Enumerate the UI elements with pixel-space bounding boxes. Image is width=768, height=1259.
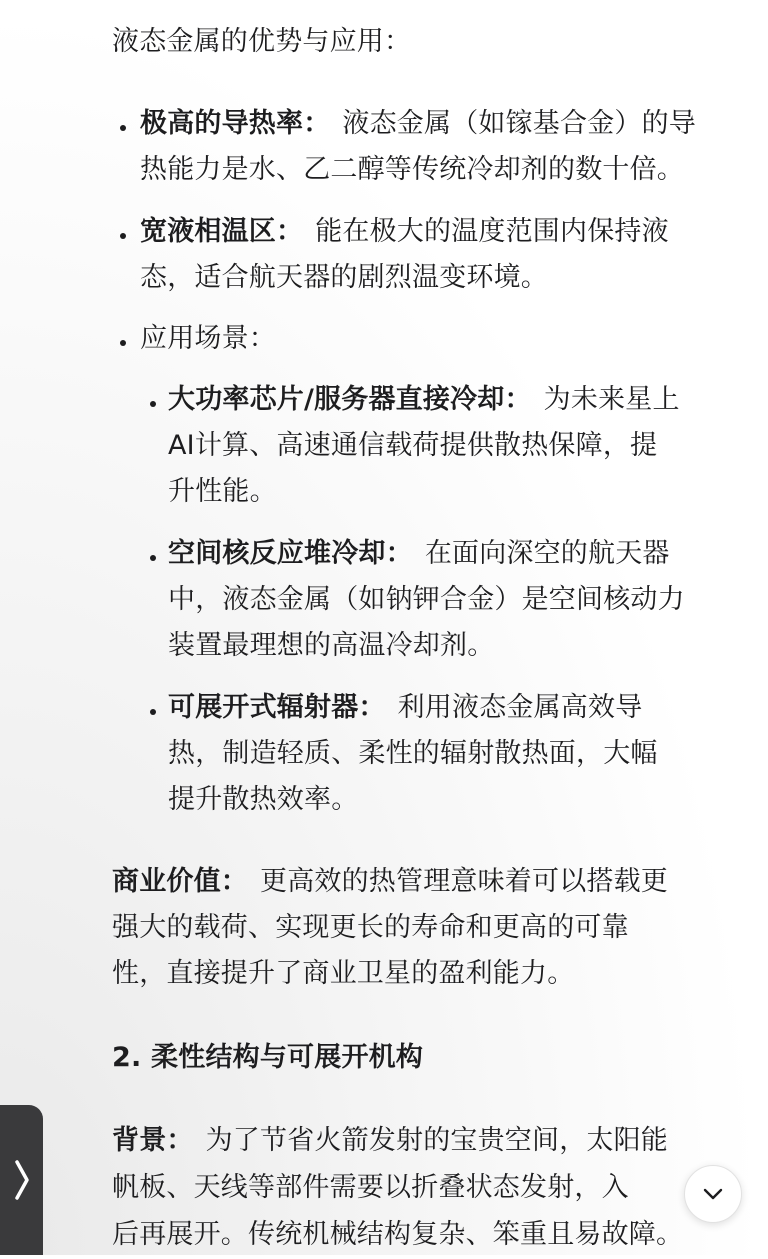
bullet-conductivity-text: 液态金属（如镓基合金）的导 bbox=[342, 108, 697, 139]
sub-bullet-dot bbox=[150, 401, 156, 407]
sub-bullet-reactor bbox=[168, 530, 670, 578]
bullet-scenarios-label bbox=[140, 315, 276, 363]
scroll-to-bottom-button[interactable] bbox=[684, 1165, 742, 1223]
bullet-conductivity-text-cont: 热能力是水、乙二醇等传统冷却剂的数十倍。 bbox=[140, 154, 684, 185]
background-text-2: 帆板、天线等部件需要以折叠状态发射，入 bbox=[112, 1172, 629, 1203]
background-text: 为了节省火箭发射的宝贵空间，太阳能 bbox=[205, 1125, 669, 1156]
bullet-dot bbox=[120, 233, 126, 239]
sub-bullet-chip-text-2: AI计算、高速通信载荷提供散热保障，提 bbox=[168, 430, 658, 461]
bullet-conductivity bbox=[140, 100, 696, 148]
chevron-right-icon bbox=[12, 1158, 32, 1202]
section-2-heading: 2. 柔性结构与可展开机构 bbox=[112, 1042, 424, 1073]
bullet-dot bbox=[120, 125, 126, 131]
business-value-text-2: 强大的载荷、实现更长的寿命和更高的可靠 bbox=[112, 912, 629, 943]
background-paragraph bbox=[112, 1117, 668, 1165]
sub-bullet-chip bbox=[168, 376, 680, 424]
sub-bullet-chip-text-3: 升性能。 bbox=[168, 476, 277, 507]
bullet-conductivity-label: 极高的导热率： bbox=[140, 108, 331, 139]
sub-bullet-radiator bbox=[168, 684, 642, 732]
sub-bullet-radiator-label: 可展开式辐射器： bbox=[168, 692, 386, 723]
sub-bullet-reactor-text-3: 装置最理想的高温冷却剂。 bbox=[168, 630, 495, 661]
business-value-text: 更高效的热管理意味着可以搭载更 bbox=[260, 866, 668, 897]
chevron-down-icon bbox=[702, 1187, 724, 1201]
business-value-label: 商业价值： bbox=[112, 866, 248, 897]
sub-bullet-reactor-text-2: 中，液态金属（如钠钾合金）是空间核动力 bbox=[168, 584, 685, 615]
bullet-temp-range-text-cont: 态，适合航天器的剧烈温变环境。 bbox=[140, 262, 548, 293]
business-value-text-3: 性，直接提升了商业卫星的盈利能力。 bbox=[112, 958, 575, 989]
sub-bullet-chip-label: 大功率芯片/服务器直接冷却： bbox=[168, 384, 532, 415]
sub-bullet-dot bbox=[150, 709, 156, 715]
sub-bullet-chip-text: 为未来星上 bbox=[543, 384, 680, 415]
intro-heading: 液态金属的优势与应用： bbox=[112, 26, 412, 57]
bullet-temp-range-label: 宽液相温区： bbox=[140, 216, 304, 247]
background-text-3: 后再展开。传统机械结构复杂、笨重且易故障。 bbox=[112, 1219, 684, 1250]
sub-bullet-dot bbox=[150, 555, 156, 561]
sub-bullet-radiator-text-3: 提升散热效率。 bbox=[168, 784, 359, 815]
sub-bullet-reactor-text: 在面向深空的航天器 bbox=[424, 538, 670, 569]
sub-bullet-radiator-text: 利用液态金属高效导 bbox=[397, 692, 643, 723]
scenarios-label: 应用场景： bbox=[140, 323, 276, 354]
sub-bullet-reactor-label: 空间核反应堆冷却： bbox=[168, 538, 413, 569]
bullet-temp-range bbox=[140, 208, 669, 256]
bullet-temp-range-text: 能在极大的温度范围内保持液 bbox=[315, 216, 669, 247]
sub-bullet-radiator-text-2: 热，制造轻质、柔性的辐射散热面，大幅 bbox=[168, 738, 658, 769]
bullet-dot bbox=[120, 340, 126, 346]
background-label: 背景： bbox=[112, 1125, 194, 1156]
business-value-paragraph bbox=[112, 858, 668, 906]
side-drawer-tab[interactable] bbox=[0, 1105, 43, 1255]
